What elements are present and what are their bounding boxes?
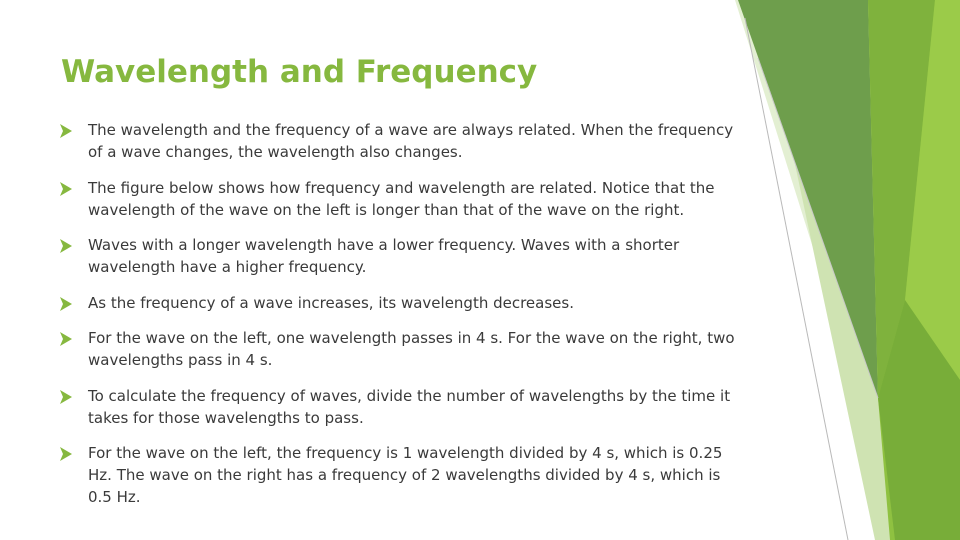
bullet-text: Waves with a longer wavelength have a lower frequency. Waves with a shorter wavelength have a higher frequency. <box>88 236 680 276</box>
page-title: Wavelength and Frequency <box>61 54 538 90</box>
list-item <box>58 119 738 163</box>
list-item <box>58 442 738 508</box>
bullet-text: To calculate the frequency of waves, divide the number of wavelengths by the time it takes for those wavelengths to pass. <box>88 386 731 427</box>
list-item <box>58 177 738 221</box>
arrow-right-icon <box>59 332 73 346</box>
arrow-right-icon <box>59 239 73 253</box>
bullet-text: The wavelength and the frequency of a wave are always related. When the frequency of a wave changes, the wavelength also changes. <box>88 121 734 161</box>
arrow-right-icon <box>59 297 73 311</box>
arrow-right-icon <box>59 182 73 196</box>
list-item <box>58 234 738 278</box>
bullet-list <box>58 119 738 522</box>
arrow-right-icon <box>59 447 73 461</box>
bullet-text: For the wave on the left, the frequency is 1 wavelength divided by 4 s, which is 0.25 Hz. The wave on the right has a frequency of 2 wavelengths divided by 4 s, which is 0.5 Hz. <box>88 444 723 506</box>
arrow-right-icon <box>59 390 73 404</box>
bullet-text: As the frequency of a wave increases, its wavelength decreases. <box>88 293 574 312</box>
bullet-text: For the wave on the left, one wavelength passes in 4 s. For the wave on the right, two wavelengths pass in 4 s. <box>88 329 735 369</box>
list-item <box>58 327 738 371</box>
bullet-text: The figure below shows how frequency and wavelength are related. Notice that the wavelength of the wave on the left is longer than that of the wave on the right. <box>88 178 715 219</box>
list-item <box>58 292 738 314</box>
arrow-right-icon <box>59 124 73 138</box>
list-item <box>58 385 738 429</box>
